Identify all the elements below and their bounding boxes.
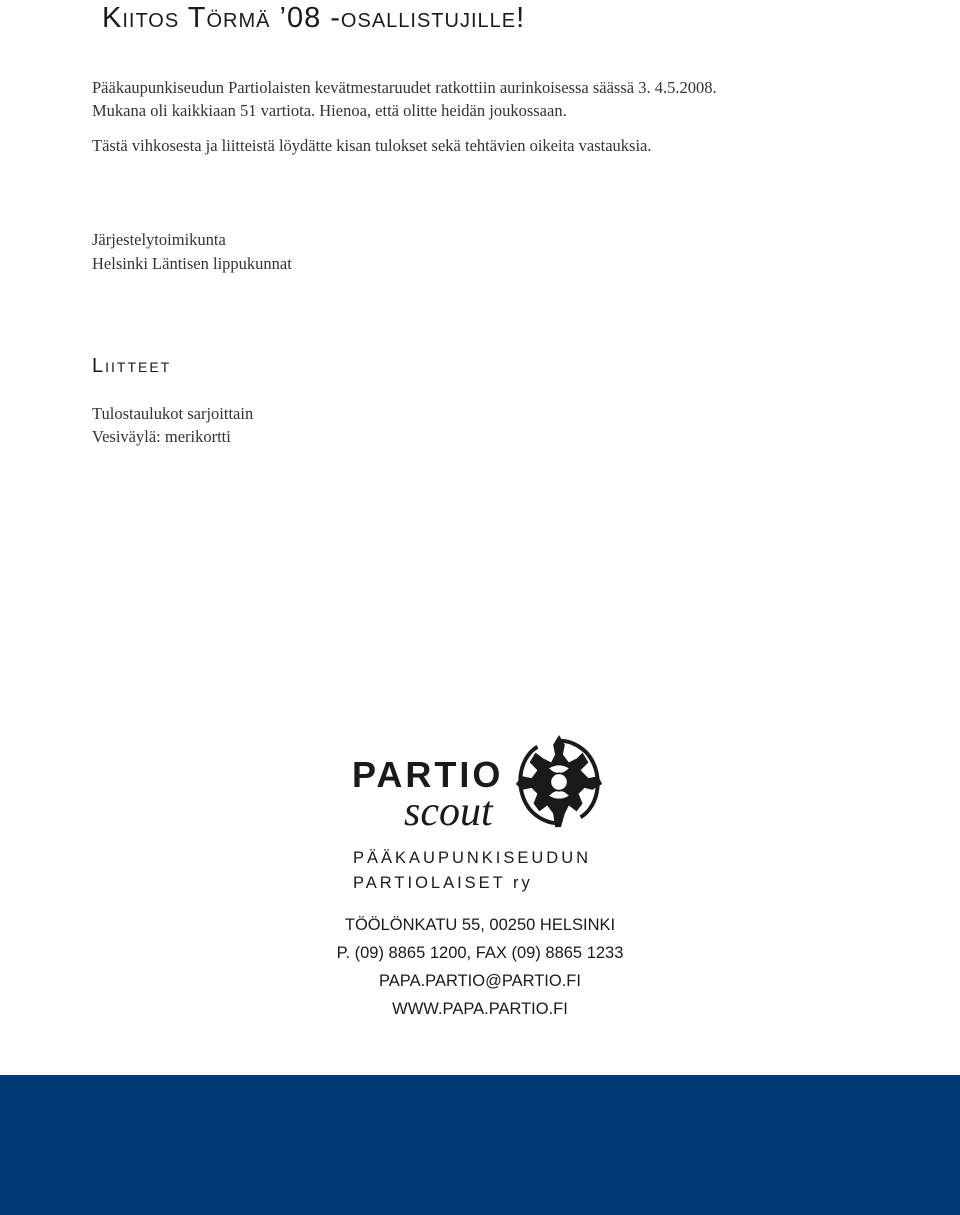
contact-info	[0, 911, 960, 1023]
scout-lily-cross-icon	[510, 732, 608, 832]
contact-email: PAPA.PARTIO@PARTIO.FI	[379, 972, 581, 990]
page-title	[102, 2, 525, 35]
attachments-heading-text: Liitteet	[92, 355, 172, 377]
logo-word-partio: PARTIO	[352, 754, 504, 795]
intro-line: Tästä vihkosesta ja liitteistä löydätte kisan tulokset sekä tehtävien oikeita vastauksia.	[92, 136, 652, 155]
intro-line: Mukana oli kaikkiaan 51 vartiota. Hienoa, että olitte heidän joukossaan.	[92, 101, 567, 120]
organization-line: PARTIOLAISET ry	[353, 874, 533, 892]
signature-committee: Järjestelytoimikunta	[92, 230, 226, 249]
intro-paragraph-1	[92, 76, 717, 122]
attachments-list	[92, 402, 253, 448]
partio-scout-logo	[352, 732, 612, 842]
intro-text	[92, 76, 717, 169]
logo-word-scout: scout	[404, 789, 493, 835]
attachments-heading	[92, 355, 171, 378]
emblem-center	[551, 774, 567, 790]
signature	[92, 228, 292, 276]
attachment-item: Vesiväylä: merikortti	[92, 427, 231, 446]
organization-line: PÄÄKAUPUNKISEUDUN	[353, 849, 592, 867]
footer-band	[0, 1075, 960, 1215]
contact-website: WWW.PAPA.PARTIO.FI	[392, 1000, 568, 1018]
title-text: Kiitos Törmä ’08 -osallistujille!	[102, 2, 526, 34]
intro-line: Pääkaupunkiseudun Partiolaisten kevätmestaruudet ratkottiin aurinkoisessa säässä 3. 4.5.2008.	[92, 78, 717, 97]
signature-groups: Helsinki Läntisen lippukunnat	[92, 254, 292, 273]
intro-paragraph-2	[92, 134, 717, 157]
contact-address: TÖÖLÖNKATU 55, 00250 HELSINKI	[344, 916, 616, 934]
attachment-item: Tulostaulukot sarjoittain	[92, 404, 254, 423]
contact-phone: P. (09) 8865 1200, FAX (09) 8865 1233	[336, 944, 624, 962]
organization-name	[353, 846, 591, 896]
